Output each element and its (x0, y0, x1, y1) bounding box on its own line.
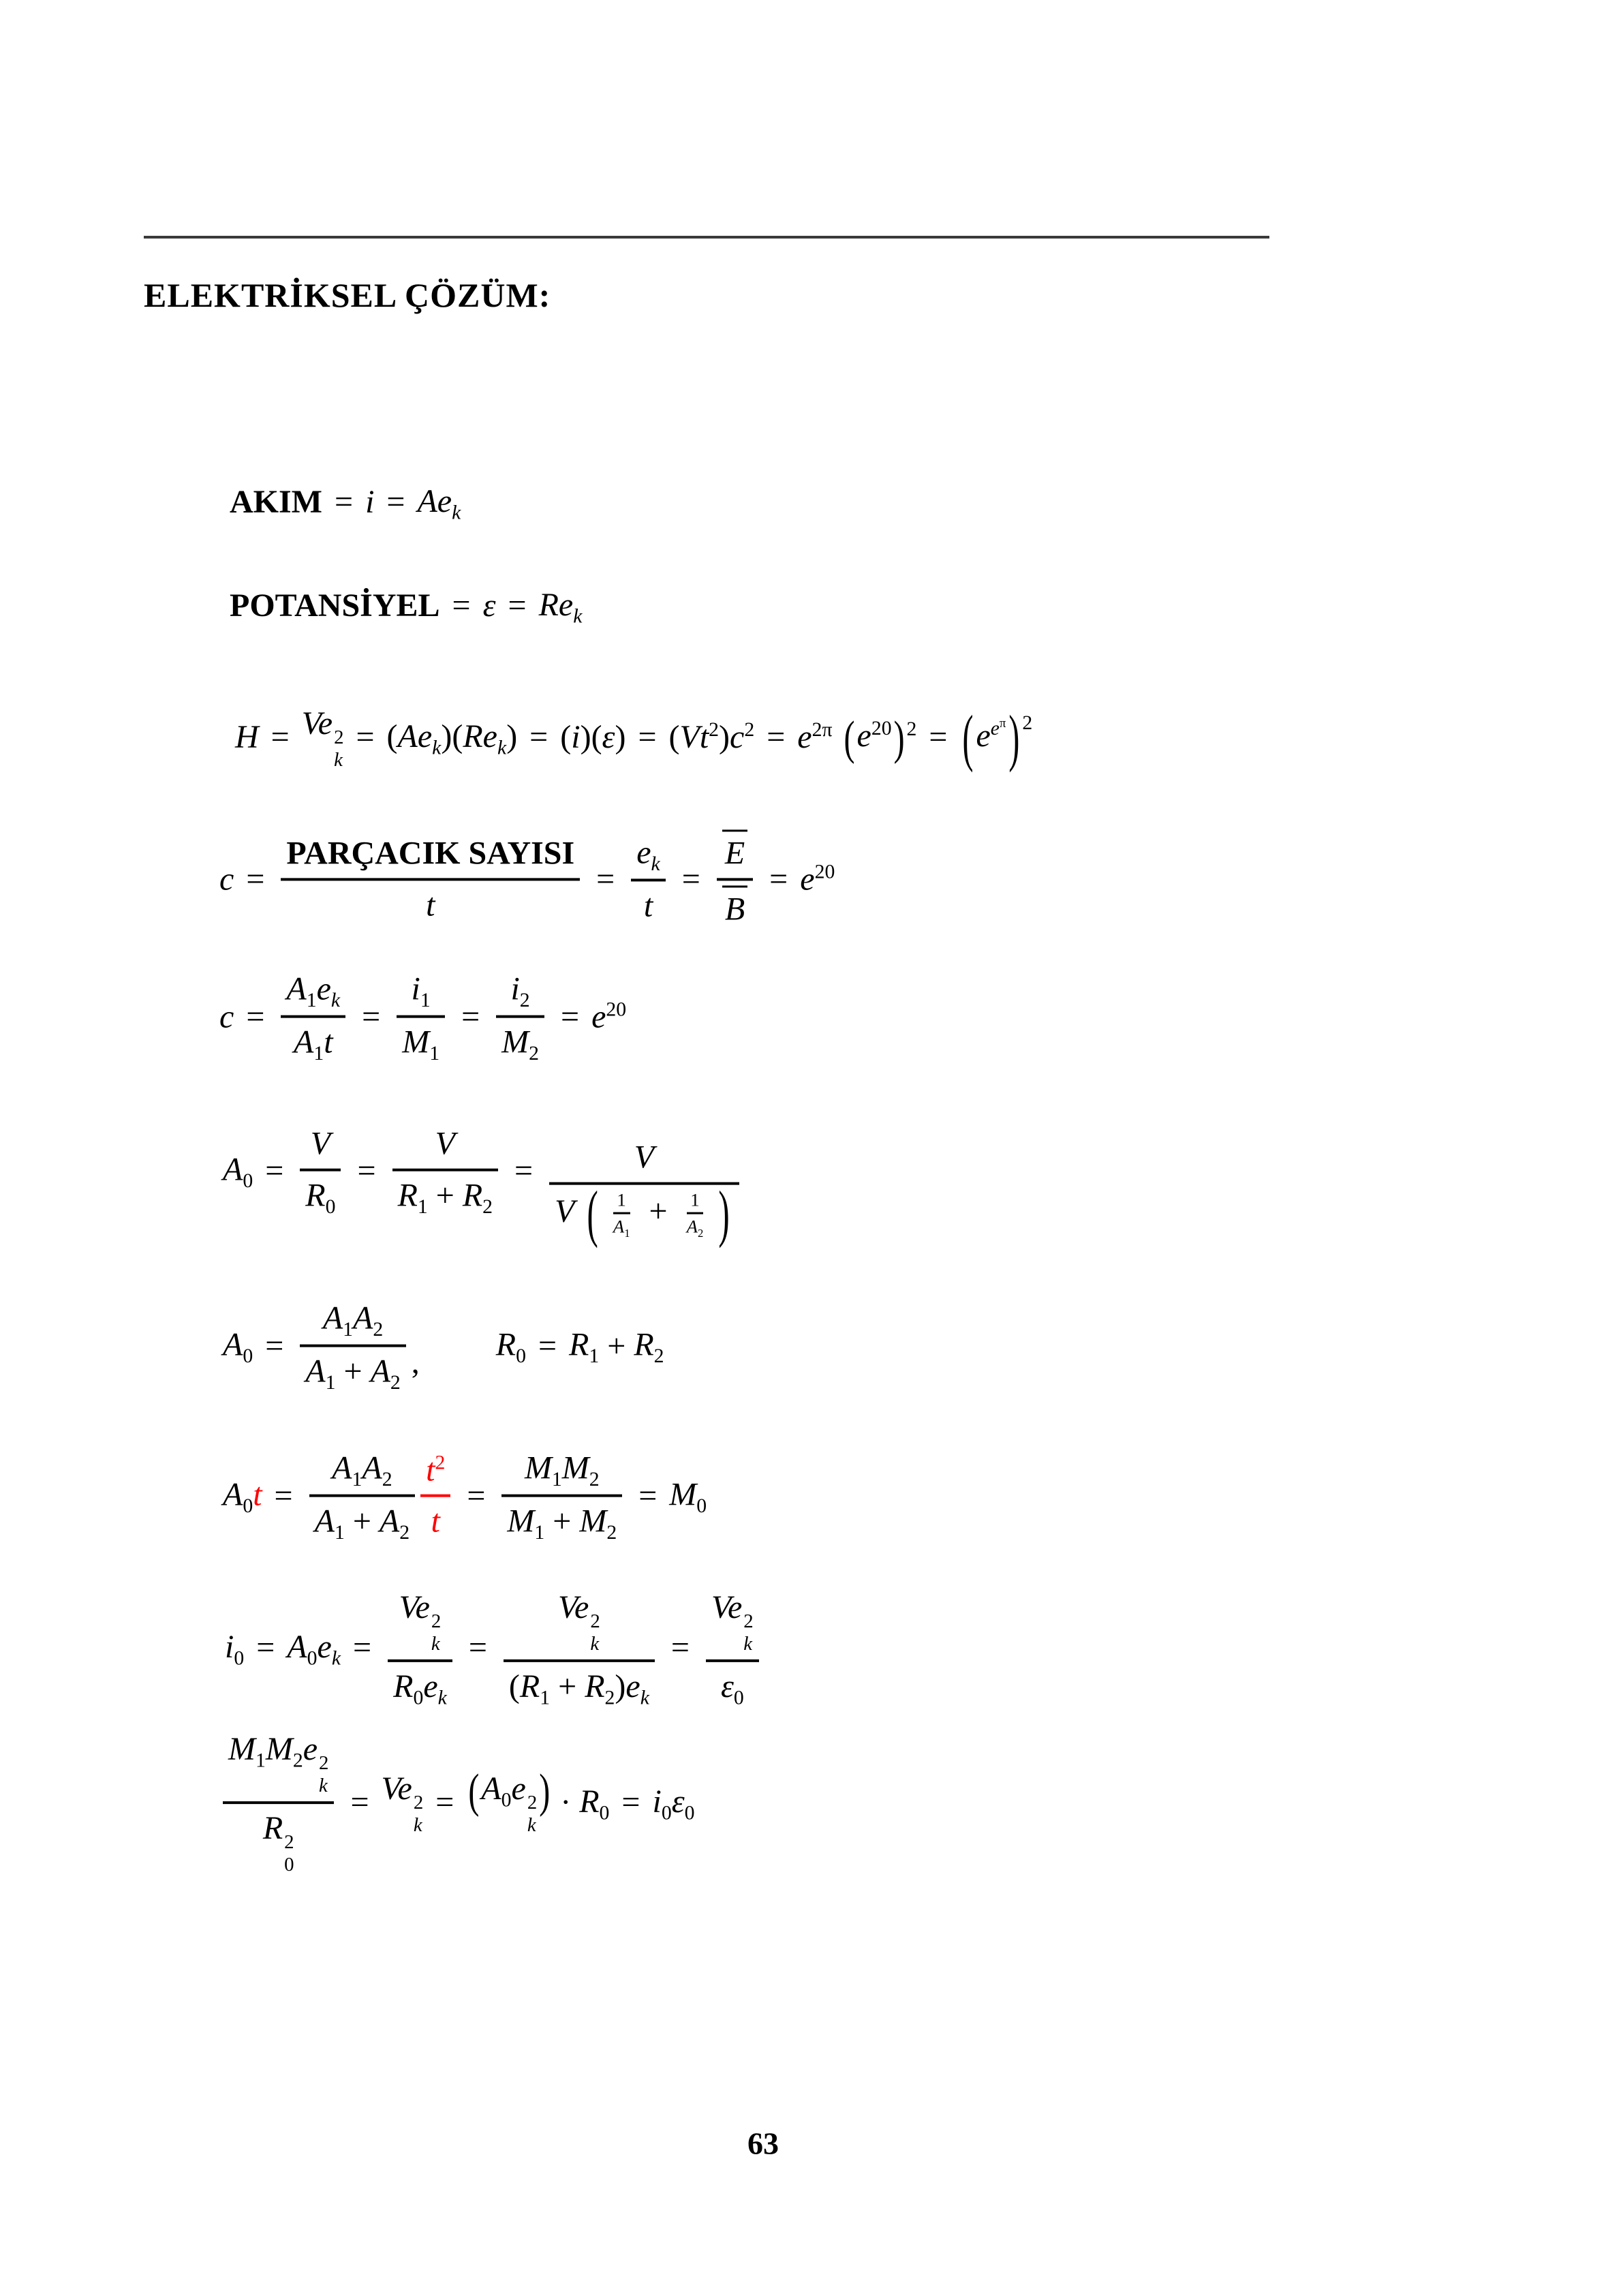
small-fraction-1-a1: $\frac{1}{A_1}$ (613, 1189, 630, 1240)
plus: + (607, 1328, 626, 1364)
fraction-bar (397, 1015, 445, 1018)
fraction-v-r1r2: $\frac{V}{R_1 + R_2}$ (392, 1124, 498, 1217)
fraction-bar (706, 1659, 759, 1662)
equals: = (357, 1152, 376, 1189)
fraction-bar (281, 878, 580, 881)
equals: = (386, 484, 405, 521)
small-fraction-1-a2: $\frac{1}{A_2}$ (686, 1189, 704, 1240)
var-epsilon: ε (482, 587, 496, 624)
fraction-vek2-r1r2ek: Ve 2 k $(R_1 + R_2)e_k$ (504, 1588, 655, 1708)
term-a0t: $A_0t$ (223, 1476, 262, 1518)
equals: = (767, 719, 786, 756)
term-e20-squared: $(e^{20})$ $^2$ (844, 712, 917, 765)
equation-h (235, 703, 1033, 774)
cdot: · (560, 1784, 572, 1821)
fraction-bar (300, 1169, 341, 1172)
equals: = (621, 1784, 640, 1821)
var-r0: $R_0$ (495, 1326, 526, 1368)
equation-c-parcacik (219, 829, 835, 928)
var-c: c (219, 998, 234, 1035)
fraction-vek2-r0ek: Ve 2 k $R_0e_k$ (388, 1588, 452, 1708)
equals: = (561, 998, 580, 1035)
fraction-bar (613, 1212, 630, 1214)
equals: = (356, 719, 375, 756)
equals: = (529, 719, 548, 756)
fraction-bar (300, 1345, 405, 1347)
fraction-bar (496, 1015, 544, 1018)
term-aek-rek: $(Ae_k)(Re_k)$ (386, 718, 518, 759)
equals: = (246, 998, 265, 1035)
fraction-bar (717, 878, 753, 881)
equals: = (350, 1784, 369, 1821)
equals: = (514, 1152, 534, 1189)
equals: = (638, 719, 657, 756)
term-i0eps0: $i_0\varepsilon_0$ (652, 1783, 695, 1824)
fraction-bar (549, 1182, 739, 1184)
var-r0: $R_0$ (579, 1783, 610, 1824)
term-vt2c2: $(Vt^2)c^2$ (668, 718, 755, 756)
equals: = (265, 1152, 284, 1189)
equals: = (274, 1478, 293, 1514)
fraction-bar (501, 1495, 622, 1497)
fraction-bar (309, 1495, 415, 1497)
label-akim: AKIM (230, 484, 322, 521)
equation-a0-parallel (223, 1120, 743, 1249)
term-a0ek2: ($A_0e$ 2 k ) (468, 1765, 551, 1836)
equals: = (508, 587, 527, 624)
equals: = (681, 861, 700, 898)
equals: = (256, 1629, 275, 1666)
var-i: i (365, 484, 375, 521)
term-a0ek: $A_0e_k$ (287, 1628, 341, 1670)
fraction-m1m2ek2-r02: $M_1M_2e$ 2 k R 2 0 (223, 1730, 334, 1876)
term-vek2: Ve 2 k (301, 705, 344, 771)
equals: = (461, 998, 480, 1035)
term-i-eps: (i)(ε) (560, 719, 626, 756)
term-e20: $e^{20}$ (591, 998, 627, 1035)
var-a0: $A_0$ (223, 1326, 253, 1368)
term-eepi-squared: $(e^{e^\pi})$ $^2$ (962, 703, 1033, 774)
comma: , (411, 1344, 420, 1381)
fraction-ebar-bbar: $\frac{E}{B}$ (717, 829, 753, 928)
term-e20: $e^{20}$ (800, 860, 835, 898)
page-number: 63 (747, 2126, 779, 2161)
equals: = (670, 1629, 690, 1666)
equals: = (596, 861, 615, 898)
term-aek: $Ae_k$ (417, 483, 461, 524)
fraction-bar (392, 1169, 498, 1172)
var-a0: $A_0$ (223, 1151, 253, 1193)
equation-a0-r0 (223, 1299, 664, 1394)
fraction-bar (281, 1015, 345, 1018)
equals: = (467, 1478, 486, 1514)
equals: = (769, 861, 788, 898)
equals: = (638, 1478, 658, 1514)
term-vek2: Ve 2 k (381, 1771, 424, 1836)
fraction-a1a2: $\frac{A_1A_2}{A_1 + A_2}$ (309, 1449, 415, 1544)
equals: = (538, 1328, 557, 1364)
equation-potansiyel (230, 585, 582, 626)
label-potansiyel: POTANSİYEL (230, 587, 440, 624)
var-c: c (219, 861, 234, 898)
equation-m1m2 (223, 1730, 694, 1876)
var-r2: $R_2$ (634, 1326, 664, 1368)
term-rek: $Re_k$ (538, 586, 583, 628)
fraction-bar (631, 878, 666, 881)
equals: = (246, 861, 265, 898)
fraction-vek2-eps0: Ve 2 k $\varepsilon_0$ (706, 1588, 759, 1708)
term-e2pi: $e^{2\pi}$ (797, 718, 833, 756)
fraction-bar (223, 1801, 334, 1804)
equals: = (929, 719, 948, 756)
equals: = (334, 484, 354, 521)
var-r1: $R_1$ (569, 1326, 600, 1368)
equals: = (435, 1784, 454, 1821)
equals: = (452, 587, 471, 624)
fraction-bar (420, 1495, 450, 1497)
equation-akim (230, 482, 461, 523)
fraction-bar (388, 1659, 452, 1662)
equals: = (353, 1629, 372, 1666)
equation-a0t (223, 1449, 707, 1544)
fraction-parcacik: $\frac{\text{PARÇACIK SAYISI}}{t}$ (281, 833, 580, 924)
fraction-bar (687, 1212, 704, 1214)
fraction-t2-t-red: $\frac{t^2}{t}$ (420, 1450, 450, 1541)
equals: = (362, 998, 381, 1035)
fraction-a1ek-a1t: $\frac{A_1e_k}{A_1t}$ (281, 970, 345, 1065)
fraction-a1a2: $\frac{A_1A_2}{A_1 + A_2}$ (300, 1299, 405, 1394)
equals: = (270, 719, 290, 756)
equals: = (265, 1328, 284, 1364)
equation-i0 (225, 1588, 763, 1708)
fraction-bar (504, 1659, 655, 1662)
fraction-ek-t: $\frac{e_k}{t}$ (631, 833, 666, 925)
equation-c-ratios (219, 970, 626, 1065)
page-title: ELEKTRİKSEL ÇÖZÜM: (144, 276, 551, 314)
fraction-m1m2: $\frac{M_1M_2}{M_1 + M_2}$ (501, 1449, 622, 1544)
fraction-i2-m2: $\frac{i_2}{M_2}$ (496, 970, 544, 1065)
fraction-i1-m1: $\frac{i_1}{M_1}$ (397, 970, 445, 1065)
fraction-v-r0: $\frac{V}{R_0}$ (300, 1124, 341, 1217)
var-H: H (235, 719, 259, 756)
header-rule (144, 236, 1269, 239)
equals: = (468, 1629, 487, 1666)
var-m0: $M_0$ (669, 1476, 707, 1518)
fraction-v-conductance: V V ( $\frac{1}{A_1}$ + $\frac{1}{A_2}$ ) (549, 1138, 739, 1240)
var-i0: $i_0$ (225, 1628, 245, 1670)
